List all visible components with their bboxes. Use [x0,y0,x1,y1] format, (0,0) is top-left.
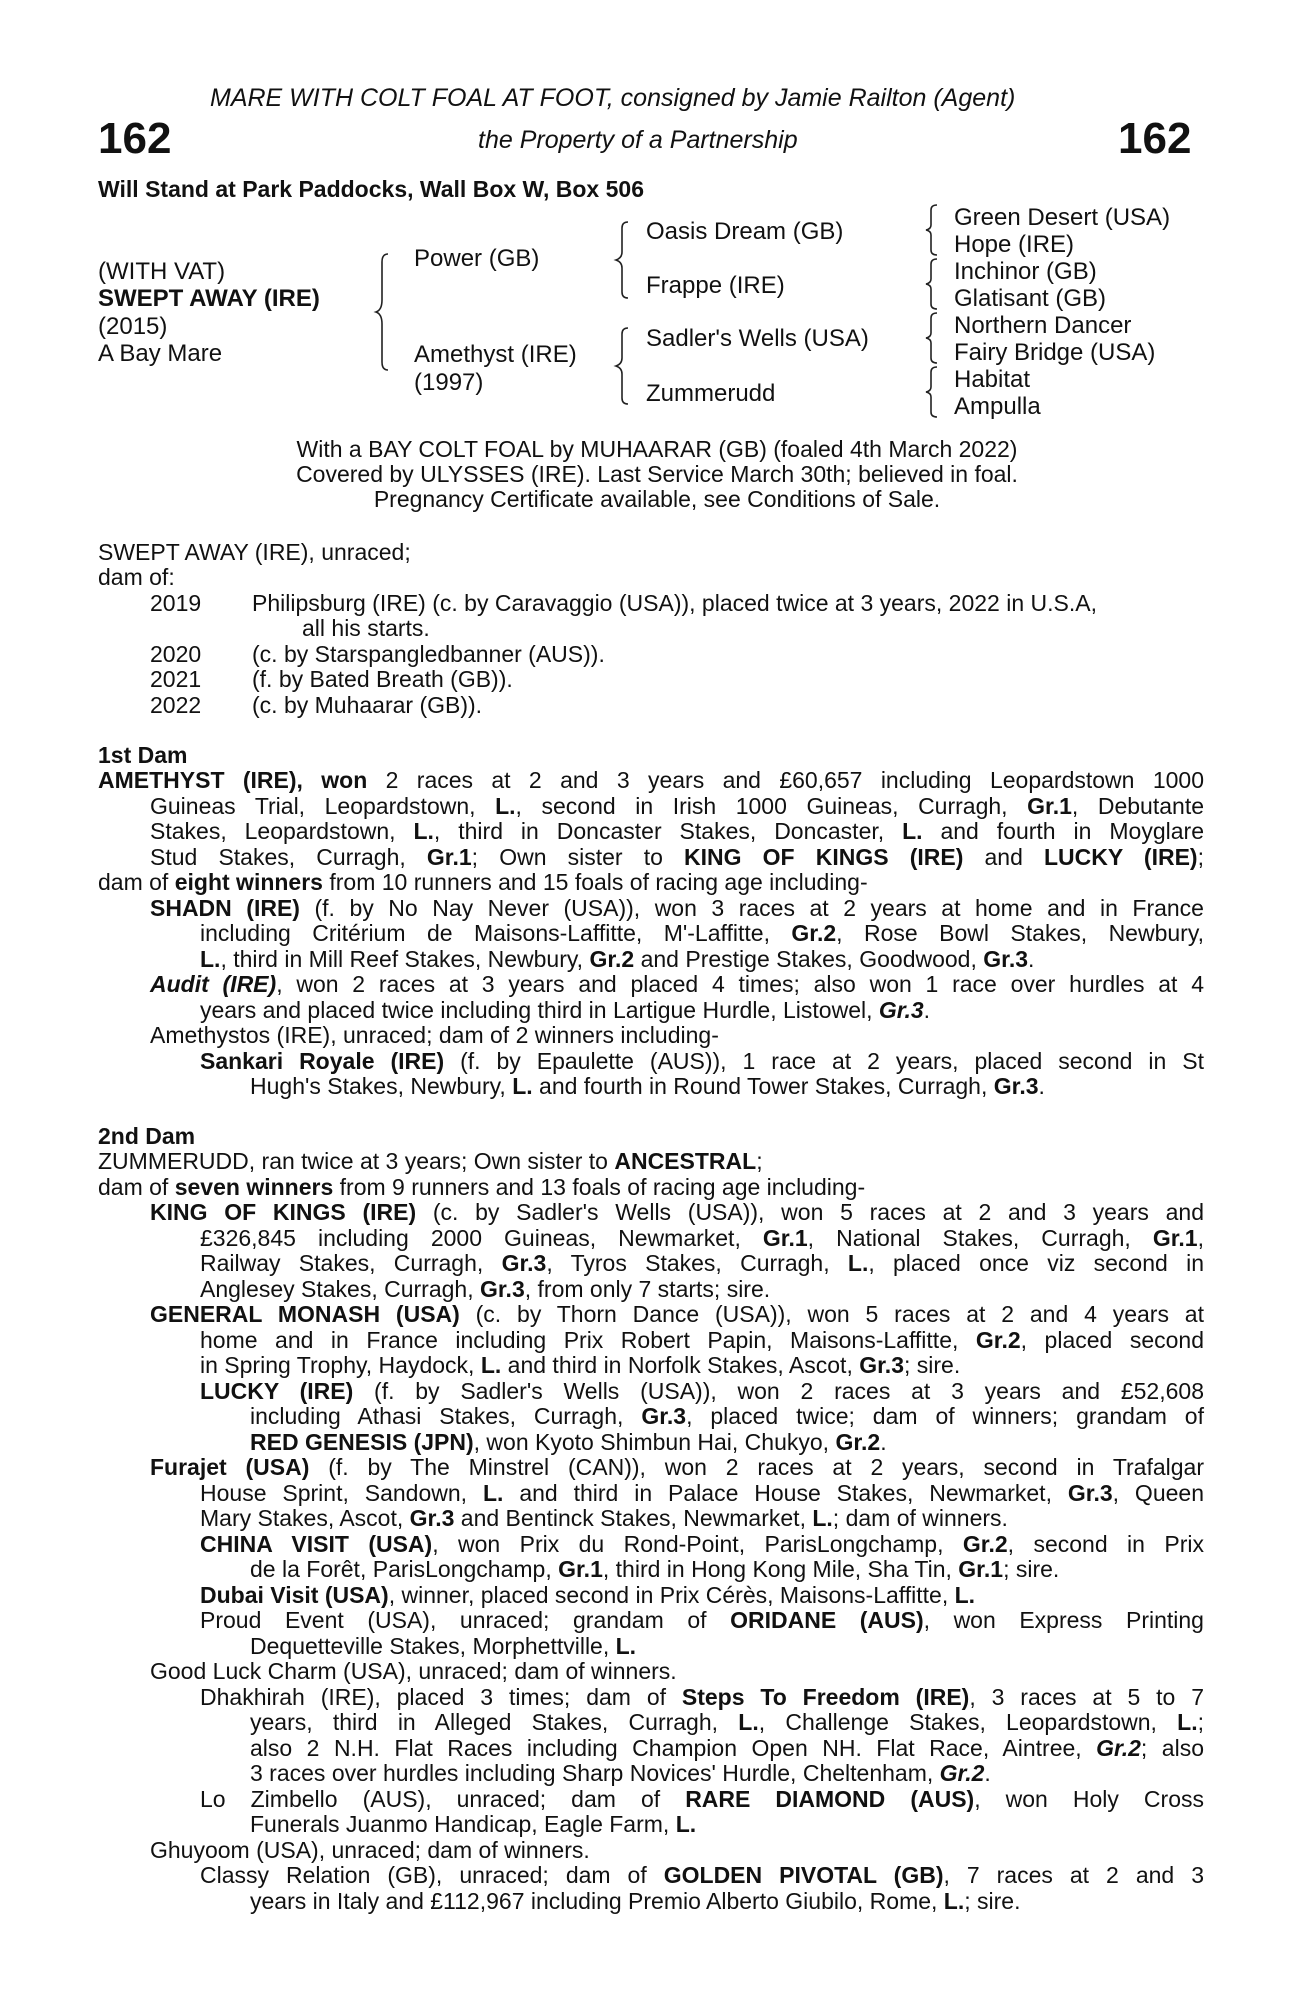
text-run: from 10 runners and 15 foals of racing age including- [322,869,868,895]
text-run: ; sire. [964,1888,1021,1914]
text-run: Guineas Trial, Leopardstown, [150,793,496,819]
grade-label: Gr.3 [993,1073,1039,1099]
text-run: 3 races over hurdles including Sharp Novices' Hurdle, Cheltenham, [250,1760,940,1786]
grade-label: L. [954,1582,976,1608]
text-run: and Prestige Stakes, Goodwood, [634,946,984,972]
text-line [250,1710,1204,1736]
grade-label: L. [480,1352,502,1378]
foal-note-3: Pregnancy Certificate available, see Conditions of Sale. [373,486,941,512]
text-run: (f. by Sadler's Wells (USA)), won 2 races at 3 years and £52,608 [353,1378,1204,1404]
text-line [150,1659,677,1685]
text-run: , Challenge Stakes, Leopardstown, [758,1709,1178,1735]
grade-label: Gr.2 [791,920,837,946]
text-run: , 3 races at 5 to 7 [969,1684,1204,1710]
gg-dss: Northern Dancer [954,312,1132,339]
text-run: and third in Palace House Stakes, Newmarket, [503,1480,1068,1506]
grade-label: Gr.1 [558,1556,603,1582]
grade-label: L. [512,1073,533,1099]
grade-label: Gr.1 [426,844,472,870]
text-line [250,1404,1204,1430]
produce-entry: (c. by Starspangledbanner (AUS)). [252,641,605,667]
sire-sire-name: Oasis Dream (GB) [646,218,844,245]
text-line [98,1175,865,1201]
grade-label: Gr.3 [878,997,924,1023]
horse-bold: GENERAL MONASH (USA) [150,1301,460,1327]
grade-label: L. [675,1811,697,1837]
section-heading-first-dam: 1st Dam [98,742,188,768]
gg-sss: Green Desert (USA) [954,204,1171,231]
lot-number-left: 162 [98,114,172,163]
text-run: , won Express Printing [923,1607,1204,1633]
text-run: , third in Doncaster Stakes, Doncaster, [433,818,903,844]
grade-label: Gr.1 [958,1556,1004,1582]
text-line [200,947,1034,973]
text-run: Classy Relation (GB), unraced; dam of [200,1862,664,1888]
grade-label: Gr.3 [641,1403,687,1429]
text-line [200,1583,975,1609]
text-run: in Spring Trophy, Haydock, [200,1352,481,1378]
sire-name: Power (GB) [414,245,540,272]
horse-bold: KING OF KINGS (IRE) [150,1199,417,1225]
text-run: , won Prix du Rond-Point, ParisLongchamp, [432,1531,963,1557]
grade-label: Gr.3 [479,1276,525,1302]
text-run: , 7 races at 2 and 3 [943,1862,1205,1888]
horse-bold: RED GENESIS (JPN) [250,1429,474,1455]
sale-subtitle: the Property of a Partnership [478,126,798,154]
text-run: Good Luck Charm (USA), unraced; dam of winners. [150,1658,677,1684]
text-run: Anglesey Stakes, Curragh, [200,1276,480,1302]
text-run: Stakes, Leopardstown, [150,818,414,844]
grade-label: L. [413,818,434,844]
text-run: . [1038,1073,1045,1099]
grade-label: Gr.2 [835,1429,881,1455]
text-run: Hugh's Stakes, Newbury, [250,1073,513,1099]
horse-bold: Furajet (USA) [150,1454,310,1480]
text-run: Dhakhirah (IRE), placed 3 times; dam of [200,1684,682,1710]
brace-gen3-d [924,365,942,419]
produce-entry: Philipsburg (IRE) (c. by Caravaggio (USA)), placed twice at 3 years, 2022 in U.S.A, [252,590,1097,616]
text-run: years, third in Alleged Stakes, Curragh, [250,1709,739,1735]
text-run: Dequetteville Stakes, Morphettville, [250,1633,616,1659]
text-line [150,972,1204,998]
text-run: , placed second [1020,1327,1204,1353]
text-line [200,1787,1204,1813]
text-line [250,1634,636,1660]
text-run: , National Stakes, Curragh, [807,1225,1153,1251]
grade-label: Gr.2 [1096,1735,1141,1761]
text-line [98,870,868,896]
grade-label: L. [738,1709,759,1735]
horse-bold: ANCESTRAL [614,1148,757,1174]
produce-intro: SWEPT AWAY (IRE), unraced; [98,539,411,565]
horse-bold: CHINA VISIT (USA) [200,1531,433,1557]
text-line [200,1532,1204,1558]
text-line [200,1049,1204,1075]
brace-gen2-dam [614,326,634,406]
text-run: , from only 7 starts; sire. [524,1276,771,1302]
text-run: and Bentinck Stakes, Newmarket, [454,1505,813,1531]
text-run: (c. by Sadler's Wells (USA)), won 5 races at 2 and 3 years and [416,1199,1204,1225]
horse-bold: GOLDEN PIVOTAL (GB) [663,1862,944,1888]
winners-count: eight winners [174,869,323,895]
foal-note-2: Covered by ULYSSES (IRE). Last Service March 30th; believed in foal. [296,461,1018,487]
horse-bold: RARE DIAMOND (AUS) [685,1786,975,1812]
grade-label: Gr.2 [975,1327,1021,1353]
text-line [250,1557,1059,1583]
text-run: ; sire. [1003,1556,1060,1582]
text-run: , Rose Bowl Stakes, Newbury, [836,920,1205,946]
horse-bold: ORIDANE (AUS) [730,1607,924,1633]
text-run: home and in France including Prix Robert Papin, Maisons-Laffitte, [200,1327,976,1353]
text-run: (c. by Thorn Dance (USA)), won 5 races at 2 and 4 years at [459,1301,1204,1327]
text-line [150,794,1204,820]
gg-ssd: Hope (IRE) [954,231,1075,258]
horse-bold: Steps To Freedom (IRE) [681,1684,970,1710]
gg-sds: Inchinor (GB) [954,258,1097,285]
produce-entry-cont: all his starts. [302,615,430,641]
text-line [150,819,1204,845]
text-line [150,1023,719,1049]
text-run: 2 races at 2 and 3 years and £60,657 including Leopardstown 1000 [367,767,1204,793]
text-run: , placed twice; dam of winners; grandam of [686,1403,1204,1429]
horse-bold-italic: Audit (IRE) [150,971,277,997]
text-line [250,1430,887,1456]
dam-year: (1997) [414,369,484,396]
dam-name: Amethyst (IRE) [414,341,577,368]
text-line [250,1889,1020,1915]
winners-count: seven winners [174,1174,334,1200]
grade-label: Gr.2 [939,1760,985,1786]
text-line [150,1302,1204,1328]
text-run: . [923,997,931,1023]
produce-intro-2: dam of: [98,564,175,590]
text-line [200,998,930,1024]
text-run: also 2 N.H. Flat Races including Champion Open NH. Flat Race, Aintree, [250,1735,1097,1761]
text-run: ZUMMERUDD, ran twice at 3 years; Own sister to [98,1148,615,1174]
text-line [150,1455,1204,1481]
dam-dam-name: Zummerudd [646,380,776,407]
text-run: , placed once viz second in [868,1250,1204,1276]
text-run: from 9 runners and 13 foals of racing age including- [333,1174,866,1200]
text-run: including Athasi Stakes, Curragh, [250,1403,642,1429]
text-line [200,1328,1204,1354]
grade-label: Gr.1 [762,1225,808,1251]
gg-sdd: Glatisant (GB) [954,285,1107,312]
text-run: . [1028,946,1035,972]
text-run: , third in Mill Reef Stakes, Newbury, [220,946,590,972]
grade-label: Gr.3 [983,946,1029,972]
horse-year: (2015) [98,313,168,340]
horse-bold: LUCKY (IRE) [200,1378,354,1404]
grade-label: L. [902,818,923,844]
grade-label: Gr.2 [589,946,635,972]
text-line [200,1277,770,1303]
dam-name-bold: AMETHYST (IRE), won [98,767,368,793]
text-run: years and placed twice including third in Lartigue Hurdle, Listowel, [200,997,879,1023]
produce-year: 2020 [150,641,202,667]
produce-entry: (f. by Bated Breath (GB)). [252,666,513,692]
text-run: dam of [98,869,175,895]
text-run: including Critérium de Maisons-Laffitte, M'-Laffitte, [200,920,792,946]
brace-gen3-b [924,257,942,311]
grade-label: Gr.3 [409,1505,455,1531]
text-run: . [880,1429,887,1455]
text-run: , Tyros Stakes, Curragh, [546,1250,848,1276]
text-run: dam of [98,1174,175,1200]
text-run: Ghuyoom (USA), unraced; dam of winners. [150,1837,590,1863]
text-line [200,1226,1204,1252]
text-run: , Queen [1112,1480,1204,1506]
text-run: Railway Stakes, Curragh, [200,1250,502,1276]
grade-label: L. [482,1480,504,1506]
brace-gen1 [374,252,394,372]
grade-label: L. [943,1888,965,1914]
horse-bold: KING OF KINGS (IRE) [684,844,964,870]
produce-entry: (c. by Muhaarar (GB)). [252,692,483,718]
text-line [98,1149,763,1175]
stand-location: Will Stand at Park Paddocks, Wall Box W, Box 506 [98,176,644,202]
sale-title: MARE WITH COLT FOAL AT FOOT, consigned by Jamie Railton (Agent) [210,84,1016,112]
text-run: , won Holy Cross [974,1786,1204,1812]
text-run: £326,845 including 2000 Guineas, Newmarket, [200,1225,763,1251]
text-line [150,896,1204,922]
text-run: ; Own sister to [471,844,685,870]
text-run: , Debutante [1071,793,1205,819]
text-run: and [963,844,1044,870]
text-run: Mary Stakes, Ascot, [200,1505,410,1531]
text-line [200,1481,1204,1507]
horse-description: A Bay Mare [98,340,223,367]
text-run: , [1197,1225,1204,1251]
grade-label: L. [812,1505,833,1531]
text-run: , second in Prix [1007,1531,1204,1557]
text-line [200,1608,1204,1634]
grade-label: Gr.3 [1067,1480,1113,1506]
text-run: (f. by The Minstrel (CAN)), won 2 races at 2 years, second in Trafalgar [309,1454,1204,1480]
text-run: years in Italy and £112,967 including Premio Alberto Giubilo, Rome, [250,1888,944,1914]
text-run: (f. by No Nay Never (USA)), won 3 races at 2 years at home and in France [299,895,1204,921]
brace-gen3-a [924,203,942,257]
horse-bold: Sankari Royale (IRE) [200,1048,445,1074]
grade-label: Gr.3 [501,1250,547,1276]
grade-label: Gr.1 [1027,793,1072,819]
text-run: , third in Hong Kong Mile, Sha Tin, [602,1556,959,1582]
text-run: and fourth in Round Tower Stakes, Curragh, [532,1073,994,1099]
brace-gen2-sire [614,220,634,300]
text-run: and fourth in Moyglare [922,818,1204,844]
grade-label: Gr.2 [962,1531,1008,1557]
gg-ddd: Ampulla [954,393,1041,420]
brace-gen3-c [924,311,942,365]
grade-label: L. [847,1250,869,1276]
gg-dds: Habitat [954,366,1031,393]
produce-year: 2019 [150,590,202,616]
text-run: de la Forêt, ParisLongchamp, [250,1556,559,1582]
text-run: ; also [1140,1735,1204,1761]
grade-label: Gr.1 [1152,1225,1198,1251]
text-run: , won Kyoto Shimbun Hai, Chukyo, [473,1429,836,1455]
sire-dam-name: Frappe (IRE) [646,272,785,299]
grade-label: L. [200,946,221,972]
grade-label: L. [495,793,516,819]
grade-label: L. [615,1633,637,1659]
horse-bold: SHADN (IRE) [150,895,300,921]
section-heading-second-dam: 2nd Dam [98,1123,196,1149]
foal-note-1: With a BAY COLT FOAL by MUHAARAR (GB) (foaled 4th March 2022) [296,436,1018,462]
produce-year: 2021 [150,666,202,692]
gg-dsd: Fairy Bridge (USA) [954,339,1156,366]
horse-bold: LUCKY (IRE) [1044,844,1198,870]
text-run: ; [1197,844,1204,870]
text-line [150,845,1204,871]
text-line [150,1200,1204,1226]
text-run: ; dam of winners. [832,1505,1008,1531]
text-line [200,1863,1204,1889]
text-run: Funerals Juanmo Handicap, Eagle Farm, [250,1811,676,1837]
grade-label: L. [1177,1709,1198,1735]
produce-year: 2022 [150,692,202,718]
text-line [250,1074,1045,1100]
text-run: , won 2 races at 3 years and placed 4 times; also won 1 race over hurdles at 4 [276,971,1204,997]
text-line [200,921,1204,947]
text-line [250,1761,991,1787]
text-run: (f. by Epaulette (AUS)), 1 race at 2 years, placed second in St [444,1048,1204,1074]
text-run: Stud Stakes, Curragh, [150,844,427,870]
text-line [200,1353,960,1379]
text-run: Proud Event (USA), unraced; grandam of [200,1607,731,1633]
text-line [98,768,1204,794]
horse-name: SWEPT AWAY (IRE) [98,285,320,312]
text-line [200,1379,1204,1405]
text-run: and third in Norfolk Stakes, Ascot, [501,1352,860,1378]
text-run: ; sire. [904,1352,961,1378]
grade-label: Gr.3 [859,1352,904,1378]
text-run: , second in Irish 1000 Guineas, Curragh, [515,793,1028,819]
text-line [250,1736,1204,1762]
text-run: ; [756,1148,763,1174]
text-line [200,1251,1204,1277]
text-run: Amethystos (IRE), unraced; dam of 2 winners including- [150,1022,719,1048]
text-line [200,1685,1204,1711]
text-run: . [984,1760,991,1786]
lot-number-right: 162 [1118,114,1192,163]
text-run: Lo Zimbello (AUS), unraced; dam of [200,1786,686,1812]
dam-sire-name: Sadler's Wells (USA) [646,325,869,352]
vat-note: (WITH VAT) [98,258,226,285]
horse-bold: Dubai Visit (USA) [200,1582,389,1608]
text-run: ; [1197,1709,1205,1735]
text-line [250,1812,696,1838]
text-line [200,1506,1008,1532]
text-line [150,1838,590,1864]
text-run: House Sprint, Sandown, [200,1480,483,1506]
text-run: , winner, placed second in Prix Cérès, Maisons-Laffitte, [388,1582,955,1608]
